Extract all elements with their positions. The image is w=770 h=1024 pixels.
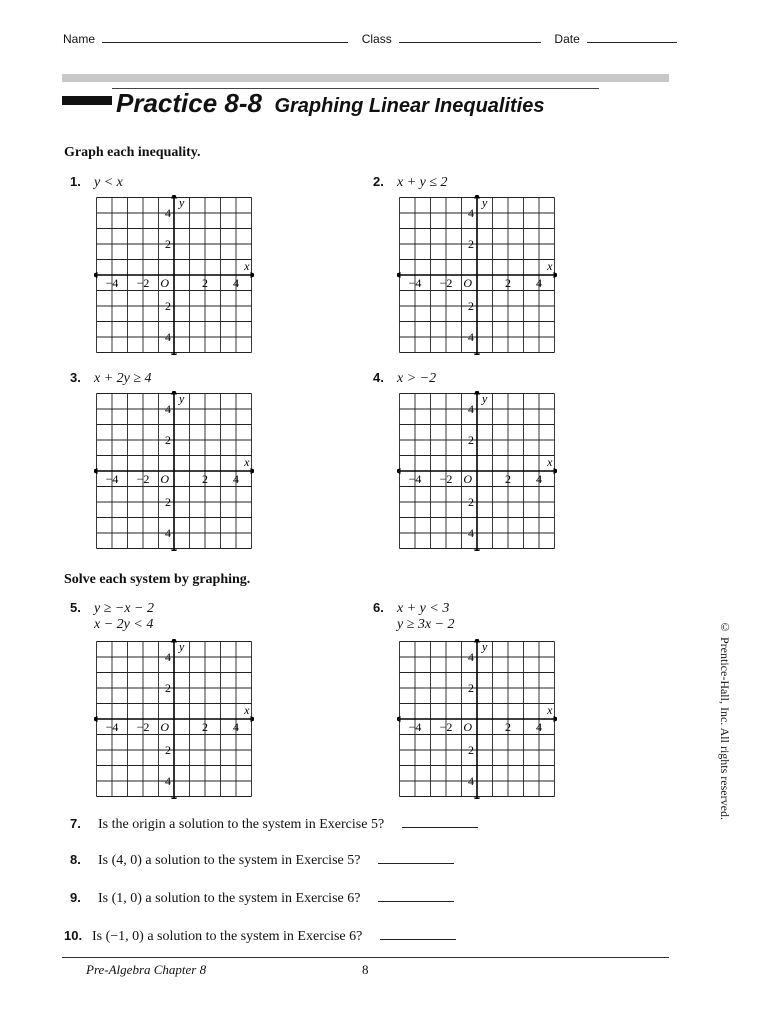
answer-blank-9[interactable]	[378, 891, 454, 902]
footer-rule	[62, 957, 669, 958]
y-tick-label: 2	[468, 433, 474, 447]
y-tick-label: 2	[165, 237, 171, 251]
y-axis-label: y	[179, 391, 185, 406]
x-axis-label: x	[244, 259, 250, 273]
page-number: 8	[362, 962, 369, 977]
origin-label: O	[160, 720, 169, 734]
x-tick-label: 2	[202, 276, 208, 290]
y-axis-arrow-up	[474, 639, 480, 643]
y-tick-label: 2	[468, 237, 474, 251]
x-tick-label: −2	[439, 472, 453, 486]
y-tick-label: −4	[158, 330, 171, 344]
problem-1: 1. y < x	[70, 174, 123, 190]
x-tick-label: −2	[439, 276, 453, 290]
y-axis-arrow-down	[474, 798, 480, 800]
origin-label: O	[463, 276, 472, 290]
y-tick-label: 4	[165, 402, 171, 416]
x-tick-label: 4	[233, 720, 239, 734]
question-10: 10. Is (−1, 0) a solution to the system in Exercise 6?	[64, 928, 456, 945]
x-axis-arrow-left	[94, 716, 98, 722]
y-axis-arrow-up	[474, 195, 480, 199]
x-tick-label: −2	[136, 276, 150, 290]
x-tick-label: 2	[202, 720, 208, 734]
problem-2: 2. x + y ≤ 2	[373, 174, 448, 190]
class-field[interactable]	[399, 32, 541, 43]
origin-label: O	[463, 720, 472, 734]
answer-blank-7[interactable]	[402, 817, 478, 828]
x-tick-label: 2	[202, 472, 208, 486]
x-axis-label: x	[547, 703, 553, 717]
y-axis-label: y	[482, 639, 488, 654]
x-axis-arrow-right	[554, 272, 558, 278]
grid-svg	[397, 639, 557, 799]
y-tick-label: −4	[461, 774, 474, 788]
answer-blank-10[interactable]	[380, 929, 456, 940]
title-black-tab	[62, 96, 112, 105]
x-tick-label: −4	[105, 472, 119, 486]
x-axis-arrow-left	[397, 272, 401, 278]
question-9: 9. Is (1, 0) a solution to the system in Exercise 6?	[70, 890, 454, 907]
y-axis-label: y	[482, 391, 488, 406]
y-tick-label: −2	[461, 743, 474, 757]
question-8: 8. Is (4, 0) a solution to the system in Exercise 5?	[70, 852, 454, 869]
y-tick-label: −4	[461, 526, 474, 540]
y-tick-label: −2	[158, 495, 171, 509]
origin-label: O	[463, 472, 472, 486]
student-info-header	[63, 32, 673, 46]
grid-svg	[94, 391, 254, 551]
x-axis-arrow-right	[251, 272, 255, 278]
y-axis-arrow-down	[171, 354, 177, 356]
section-heading-systems: Solve each system by graphing.	[64, 572, 251, 587]
x-tick-label: −2	[439, 720, 453, 734]
x-axis-label: x	[244, 455, 250, 469]
grid-svg	[397, 195, 557, 355]
coordinate-grid-6[interactable]	[397, 639, 557, 799]
grid-svg	[397, 391, 557, 551]
copyright-notice: © Prentice-Hall, Inc. All rights reserved.	[718, 620, 732, 820]
section-heading-graph: Graph each inequality.	[64, 145, 201, 160]
footer-book-title: Pre-Algebra Chapter 8	[86, 962, 207, 977]
y-axis-arrow-up	[171, 639, 177, 643]
grid-svg	[94, 195, 254, 355]
name-label: Name	[63, 32, 96, 46]
y-axis-arrow-up	[474, 391, 480, 395]
header-gray-bar	[62, 74, 669, 82]
x-tick-label: 2	[505, 472, 511, 486]
x-axis-arrow-left	[397, 716, 401, 722]
x-axis-arrow-right	[554, 468, 558, 474]
y-tick-label: 4	[165, 206, 171, 220]
x-tick-label: 4	[233, 276, 239, 290]
y-tick-label: −2	[158, 299, 171, 313]
grid-svg	[94, 639, 254, 799]
x-tick-label: −4	[105, 720, 119, 734]
x-tick-label: −4	[105, 276, 119, 290]
practice-number: Practice 8-8	[116, 88, 262, 118]
x-tick-label: −4	[408, 276, 422, 290]
y-tick-label: 4	[468, 402, 474, 416]
problem-6: 6. x + y < 3 y ≥ 3x − 2	[373, 600, 455, 632]
y-tick-label: 4	[165, 650, 171, 664]
x-tick-label: 4	[233, 472, 239, 486]
y-tick-label: 2	[468, 681, 474, 695]
x-tick-label: −4	[408, 720, 422, 734]
y-tick-label: −4	[461, 330, 474, 344]
y-axis-arrow-down	[474, 354, 480, 356]
y-tick-label: −4	[158, 526, 171, 540]
y-tick-label: −2	[461, 495, 474, 509]
y-axis-arrow-up	[171, 391, 177, 395]
y-axis-arrow-down	[171, 798, 177, 800]
coordinate-grid-4[interactable]	[397, 391, 557, 551]
x-axis-arrow-right	[554, 716, 558, 722]
y-tick-label: 2	[165, 433, 171, 447]
class-label: Class	[361, 32, 392, 46]
x-axis-arrow-left	[94, 468, 98, 474]
y-tick-label: 4	[468, 206, 474, 220]
x-tick-label: 4	[536, 472, 542, 486]
question-7: 7. Is the origin a solution to the system in Exercise 5?	[70, 816, 478, 833]
x-tick-label: −2	[136, 720, 150, 734]
x-tick-label: −2	[136, 472, 150, 486]
lesson-topic: Graphing Linear Inequalities	[274, 95, 545, 117]
y-tick-label: 4	[468, 650, 474, 664]
date-label: Date	[554, 32, 580, 46]
name-field[interactable]	[102, 32, 348, 43]
y-axis-arrow-down	[171, 550, 177, 552]
x-axis-arrow-right	[251, 468, 255, 474]
x-axis-arrow-left	[94, 272, 98, 278]
problem-4: 4. x > −2	[373, 370, 437, 386]
y-axis-arrow-down	[474, 550, 480, 552]
y-tick-label: −4	[158, 774, 171, 788]
coordinate-grid-5[interactable]	[94, 639, 254, 799]
x-tick-label: 2	[505, 276, 511, 290]
x-tick-label: 4	[536, 720, 542, 734]
date-field[interactable]	[587, 32, 677, 43]
x-tick-label: 4	[536, 276, 542, 290]
page-title	[116, 88, 545, 119]
answer-blank-8[interactable]	[378, 853, 454, 864]
coordinate-grid-1[interactable]	[94, 195, 254, 355]
x-axis-label: x	[547, 455, 553, 469]
x-axis-label: x	[547, 259, 553, 273]
x-axis-arrow-right	[251, 716, 255, 722]
y-tick-label: −2	[461, 299, 474, 313]
origin-label: O	[160, 472, 169, 486]
y-axis-label: y	[179, 639, 185, 654]
x-axis-arrow-left	[397, 468, 401, 474]
x-tick-label: 2	[505, 720, 511, 734]
x-axis-label: x	[244, 703, 250, 717]
y-axis-label: y	[179, 195, 185, 210]
y-axis-label: y	[482, 195, 488, 210]
y-tick-label: 2	[165, 681, 171, 695]
problem-3: 3. x + 2y ≥ 4	[70, 370, 152, 386]
coordinate-grid-3[interactable]	[94, 391, 254, 551]
origin-label: O	[160, 276, 169, 290]
coordinate-grid-2[interactable]	[397, 195, 557, 355]
x-tick-label: −4	[408, 472, 422, 486]
y-axis-arrow-up	[171, 195, 177, 199]
problem-5: 5. y ≥ −x − 2 x − 2y < 4	[70, 600, 155, 632]
y-tick-label: −2	[158, 743, 171, 757]
